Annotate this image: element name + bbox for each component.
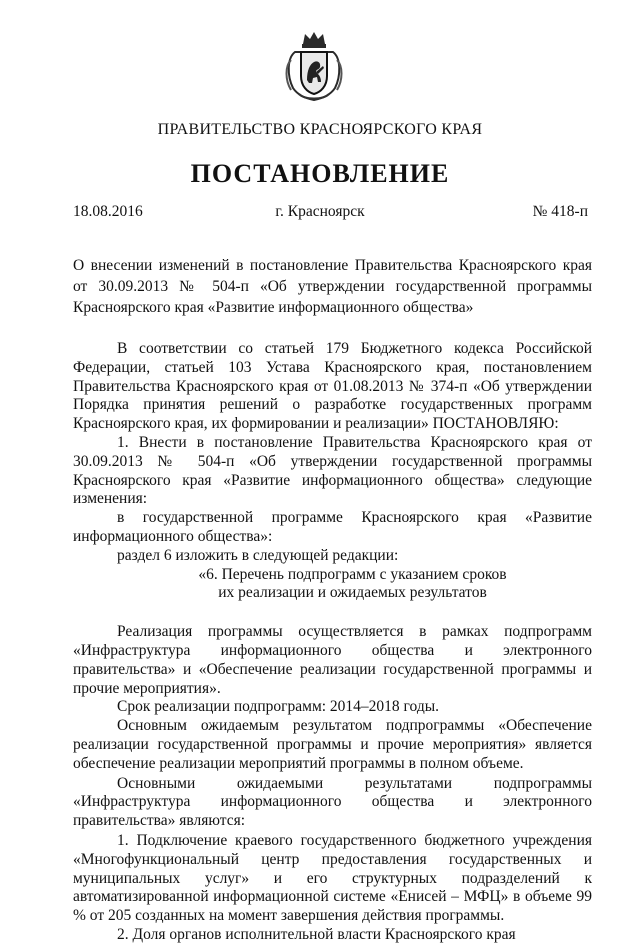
document-subject: О внесении изменений в постановление Правительства Красноярского края от 30.09.2013 № 504-п «Об утверждении государственной программы Красноярского края «Развитие информационного общества» — [73, 257, 592, 316]
coat-of-arms-icon — [283, 30, 345, 102]
body-paragraph: 1. Внести в постановление Правительства Красноярского края от 30.09.2013 № 504-п «Об утверждении государственной программы Красноярского края «Развитие информационного общества» следующие изменения: — [73, 433, 592, 508]
body-paragraph: Срок реализации подпрограмм: 2014–2018 годы. — [117, 698, 440, 716]
section-heading: «6. Перечень подпрограмм с указанием сроков — [198, 565, 507, 583]
body-paragraph: 1. Подключение краевого государственного бюджетного учреждения «Многофункциональный центр предоставления государственных и муниципальных услуг» и его структурных подразделений к автоматизированной информационной системе «Енисей – МФЦ» в объеме 99 % от 205 созданных на момент завершения действия программы. — [73, 831, 592, 925]
document-date: 18.08.2016 — [73, 203, 143, 220]
section-heading: их реализации и ожидаемых результатов — [218, 584, 487, 602]
body-paragraph: Реализация программы осуществляется в рамках подпрограмм «Инфраструктура информационного общества и электронного правительства» и «Обеспечение реализации государственной программы и прочие мероприятия». — [73, 623, 592, 697]
body-paragraph: 2. Доля органов исполнительной власти Красноярского края — [117, 925, 516, 943]
government-name: ПРАВИТЕЛЬСТВО КРАСНОЯРСКОГО КРАЯ — [157, 121, 483, 138]
body-paragraph: раздел 6 изложить в следующей редакции: — [117, 546, 399, 564]
body-paragraph: в государственной программе Красноярского края «Развитие информационного общества»: — [73, 509, 592, 545]
body-paragraph: Основными ожидаемыми результатами подпрограммы «Инфраструктура информационного общества и электронного правительства» являются: — [73, 774, 592, 830]
body-paragraph: Основным ожидаемым результатом подпрограммы «Обеспечение реализации государственной программы и прочие мероприятия» является обеспечение реализации мероприятий программы в полном объеме. — [73, 717, 592, 772]
document-type-title: ПОСТАНОВЛЕНИЕ — [190, 159, 450, 188]
document-city: г. Красноярск — [275, 203, 365, 220]
document-number: № 418-п — [532, 203, 588, 220]
body-paragraph: В соответствии со статьей 179 Бюджетного кодекса Российской Федерации, статьей 103 Устава Красноярского края, постановлением Правительства Красноярского края от 01.08.2013 № 374-п «Об утверждении Порядка принятия решений о разработке государственных программ Красноярского края, их формировании и реализации» ПОСТАНОВЛЯЮ: — [73, 340, 592, 433]
document-body — [73, 340, 592, 945]
